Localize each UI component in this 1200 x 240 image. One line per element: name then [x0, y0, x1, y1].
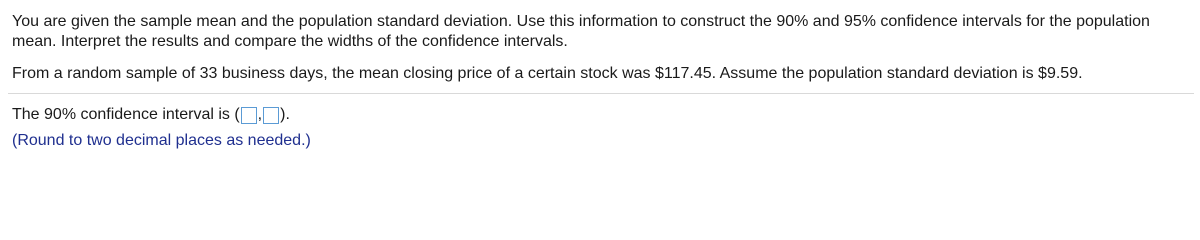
answer-suffix: ). — [280, 106, 290, 123]
question-given-data: From a random sample of 33 business days, the mean closing price of a certain stock was $117.45. Assume the population standard deviation is $9.59. — [12, 65, 1083, 82]
lower-bound-input[interactable] — [241, 107, 257, 124]
question-instructions: You are given the sample mean and the population standard deviation. Use this information to construct the 90% and 95% confidence intervals for the population mean. Interpret the results and compare the widths of the confidence intervals. — [12, 13, 1150, 50]
rounding-hint: (Round to two decimal places as needed.) — [12, 132, 311, 149]
answer-separator: , — [257, 106, 263, 123]
divider — [8, 93, 1194, 94]
answer-line — [12, 104, 290, 126]
answer-prefix: The 90% confidence interval is ( — [12, 106, 240, 123]
upper-bound-input[interactable] — [263, 107, 279, 124]
